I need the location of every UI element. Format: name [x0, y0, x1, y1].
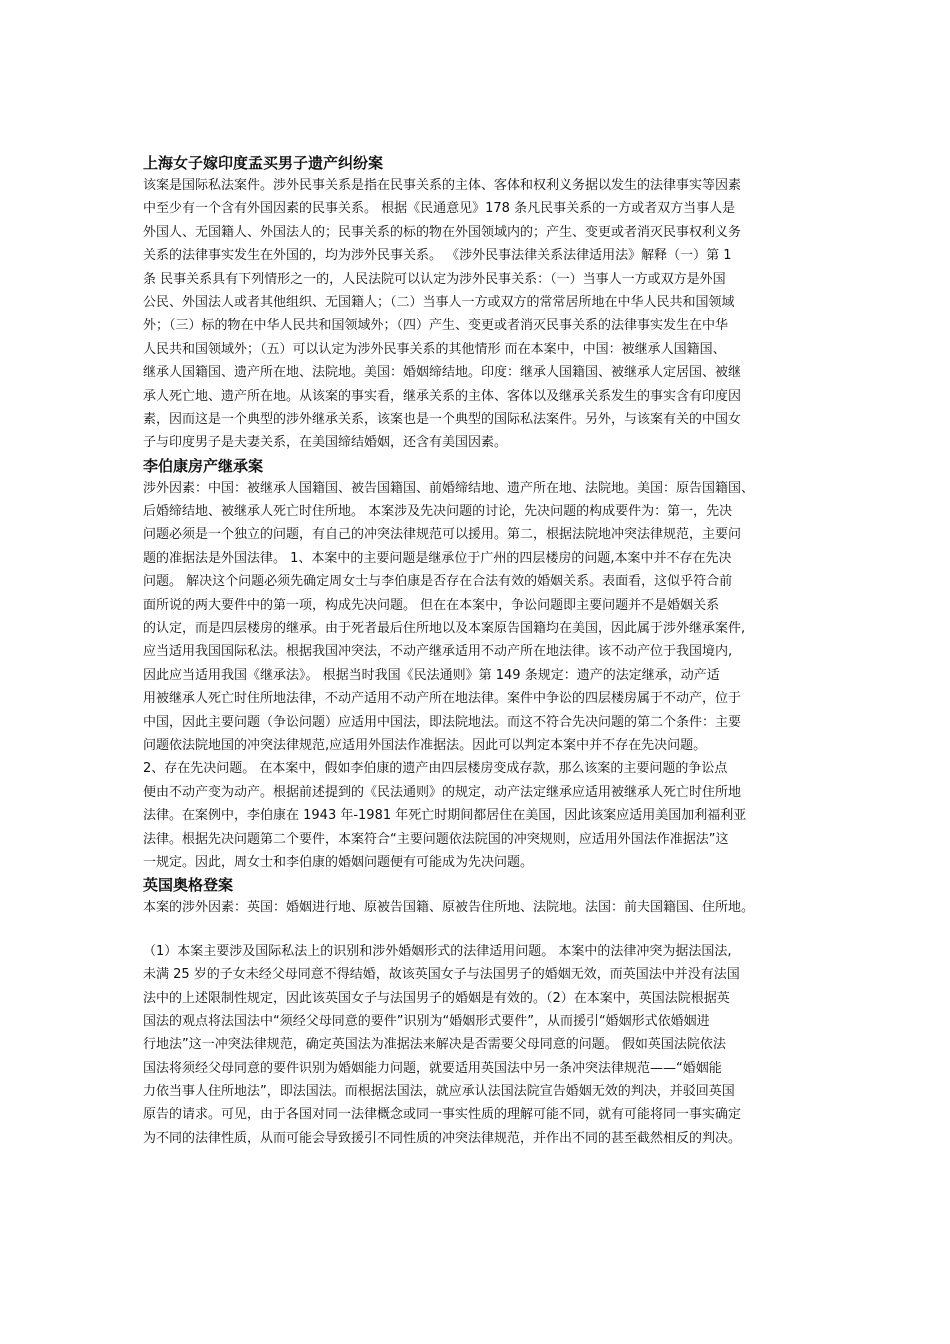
- text-line: 子与印度男子是夫妻关系，在美国缔结婚姻，还含有美国因素。: [143, 435, 508, 451]
- text-line: 继承人国籍国、遗产所在地、法院地。美国：婚姻缔结地。印度：继承人国籍国、被继承人定居国、被继: [143, 365, 742, 381]
- text-line: 关系的法律事实发生在外国的，均为涉外民事关系。 《涉外民事法律关系法律适用法》解释（一）第 1: [143, 248, 732, 264]
- text-line: 面所说的两大要件中的第一项，构成先决问题。 但在在本案中，争讼问题即主要问题并不是婚姻关系: [143, 597, 720, 613]
- text-line: 国法将须经父母同意的要件识别为婚姻能力问题，就要适用英国法中另一条冲突法律规范——“婚姻能: [143, 1060, 722, 1076]
- text-line: 行地法”这一冲突法律规范，确定英国法为准据法来解决是否需要父母同意的问题。 假如英国法院依法: [143, 1037, 726, 1053]
- section-title: 上海女子嫁印度孟买男子遗产纠纷案: [143, 154, 384, 172]
- text-line: 条 民事关系具有下列情形之一的，人民法院可以认定为涉外民事关系：（一）当事人一方或双方是外国: [143, 271, 726, 287]
- text-line: 该案是国际私法案件。涉外民事关系是指在民事关系的主体、客体和权利义务据以发生的法律事实等因素: [143, 178, 742, 193]
- text-line: 外；（三）标的物在中华人民共和国领域外；（四）产生、变更或者消灭民事关系的法律事实发生在中华: [143, 318, 729, 334]
- text-line: 问题必须是一个独立的问题，有自己的冲突法律规范可以援用。第二，根据法院地冲突法律规范，主要问: [143, 527, 742, 543]
- document-page: [143, 152, 813, 1150]
- text-line: 应当适用我国国际私法。根据我国冲突法，不动产继承适用不动产所在地法律。该不动产位于我国境内,: [143, 644, 733, 660]
- section-body: [143, 940, 813, 1151]
- text-line: 后婚缔结地、被继承人死亡时住所地。 本案涉及先决问题的讨论，先决问题的构成要件为：第一，先决: [143, 504, 733, 520]
- text-line: 原告的请求。可见，由于各国对同一法律概念或同一事实性质的理解可能不同，就有可能将同一事实确定: [143, 1107, 742, 1123]
- section-body: [143, 896, 813, 919]
- section-title: 李伯康房产继承案: [143, 456, 264, 475]
- text-line: 问题。 解决这个问题必须先确定周女士与李伯康是否存在合法有效的婚姻关系。表面看，这似乎符合前: [143, 574, 733, 590]
- section-title: 英国奥格登案: [143, 876, 234, 895]
- text-line: 因此应当适用我国《继承法》。 根据当时我国《民法通则》第 149 条规定：遗产的法定继承，动产适: [143, 667, 720, 683]
- text-line: 问题依法院地国的冲突法律规范,应适用外国法作准据法。因此可以判定本案中并不存在先决问题。: [143, 737, 707, 753]
- section-body: [143, 477, 813, 875]
- text-line: 未满 25 岁的子女未经父母同意不得结婚，故该英国女子与法国男子的婚姻无效，而英国法中并没有法国: [143, 967, 740, 983]
- text-line: 国法的观点将法国法中“须经父母同意的要件”识别为“婚姻形式要件”，从而援引“婚姻形式依婚姻进: [143, 1013, 710, 1029]
- text-line: 题的准据法是外国法律。 1、本案中的主要问题是继承位于广州的四层楼房的问题,本案中并不存在先决: [143, 550, 732, 566]
- text-line: 为不同的法律性质，从而可能会导致援引不同性质的冲突法律规范，并作出不同的甚至截然相反的判决。: [143, 1130, 742, 1146]
- text-line: 便由不动产变为动产。根据前述提到的《民法通则》的规定，动产法定继承应适用被继承人死亡时住所地: [143, 784, 742, 800]
- section-body: [143, 174, 813, 455]
- text-line: 用被继承人死亡时住所地法律，不动产适用不动产所在地法律。案件中争讼的四层楼房属于不动产，位于: [143, 691, 742, 707]
- text-line: 承人死亡地、遗产所在地。从该案的事实看，继承关系的主体、客体以及继承关系发生的事实含有印度因: [143, 388, 742, 404]
- text-line: （1）本案主要涉及国际私法上的识别和涉外婚姻形式的法律适用问题。 本案中的法律冲突为据法国法,: [143, 943, 732, 959]
- text-line: 一规定。因此，周女士和李伯康的婚姻问题便有可能成为先决问题。: [143, 854, 534, 870]
- text-line: 人民共和国领域外；（五）可以认定为涉外民事关系的其他情形 而在本案中，中国：被继承人国籍国、: [143, 341, 726, 357]
- text-line: 力依当事人住所地法”，即法国法。而根据法国法，就应承认法国法院宣告婚姻无效的判决，并驳回英国: [143, 1084, 735, 1100]
- text-line: 法律。在案例中，李伯康在 1943 年-1981 年死亡时期间都居住在美国，因此该案应适用美国加利福利亚: [143, 808, 747, 824]
- text-line: 2、存在先决问题。 在本案中，假如李伯康的遗产由四层楼房变成存款，那么该案的主要问题的争讼点: [143, 761, 728, 777]
- text-line: 中至少有一个含有外国因素的民事关系。 根据《民通意见》178 条凡民事关系的一方或者双方当事人是: [143, 201, 736, 217]
- text-line: 公民、外国法人或者其他组织、无国籍人；（二）当事人一方或双方的常常居所地在中华人民共和国领域: [143, 294, 735, 310]
- text-line: 涉外因素：中国：被继承人国籍国、被告国籍国、前婚缔结地、遗产所在地、法院地。美国：原告国籍国、: [143, 480, 755, 496]
- text-line: 法律。根据先决问题第二个要件，本案符合“主要问题依法院国的冲突规则，应适用外国法作准据法”这: [143, 831, 729, 847]
- text-line: 中国，因此主要问题（争讼问题）应适用中国法，即法院地法。而这不符合先决问题的第二个条件：主要: [143, 714, 742, 730]
- text-line: 外国人、无国籍人、外国法人的；民事关系的标的物在外国领域内的；产生、变更或者消灭民事权利义务: [143, 224, 742, 240]
- text-line: 素，因而这是一个典型的涉外继承关系，该案也是一个典型的国际私法案件。另外，与该案有关的中国女: [143, 411, 742, 427]
- text-line: 法中的上述限制性规定，因此该英国女子与法国男子的婚姻是有效的。（2）在本案中，英国法院根据英: [143, 990, 730, 1006]
- paragraph-gap: [143, 920, 813, 940]
- text-line: 的认定，而是四层楼房的继承。由于死者最后住所地以及本案原告国籍均在美国，因此属于涉外继承案件,: [143, 621, 746, 637]
- text-line: 本案的涉外因素：英国：婚姻进行地、原被告国籍、原被告住所地、法院地。法国：前夫国籍国、住所地。: [143, 900, 755, 916]
